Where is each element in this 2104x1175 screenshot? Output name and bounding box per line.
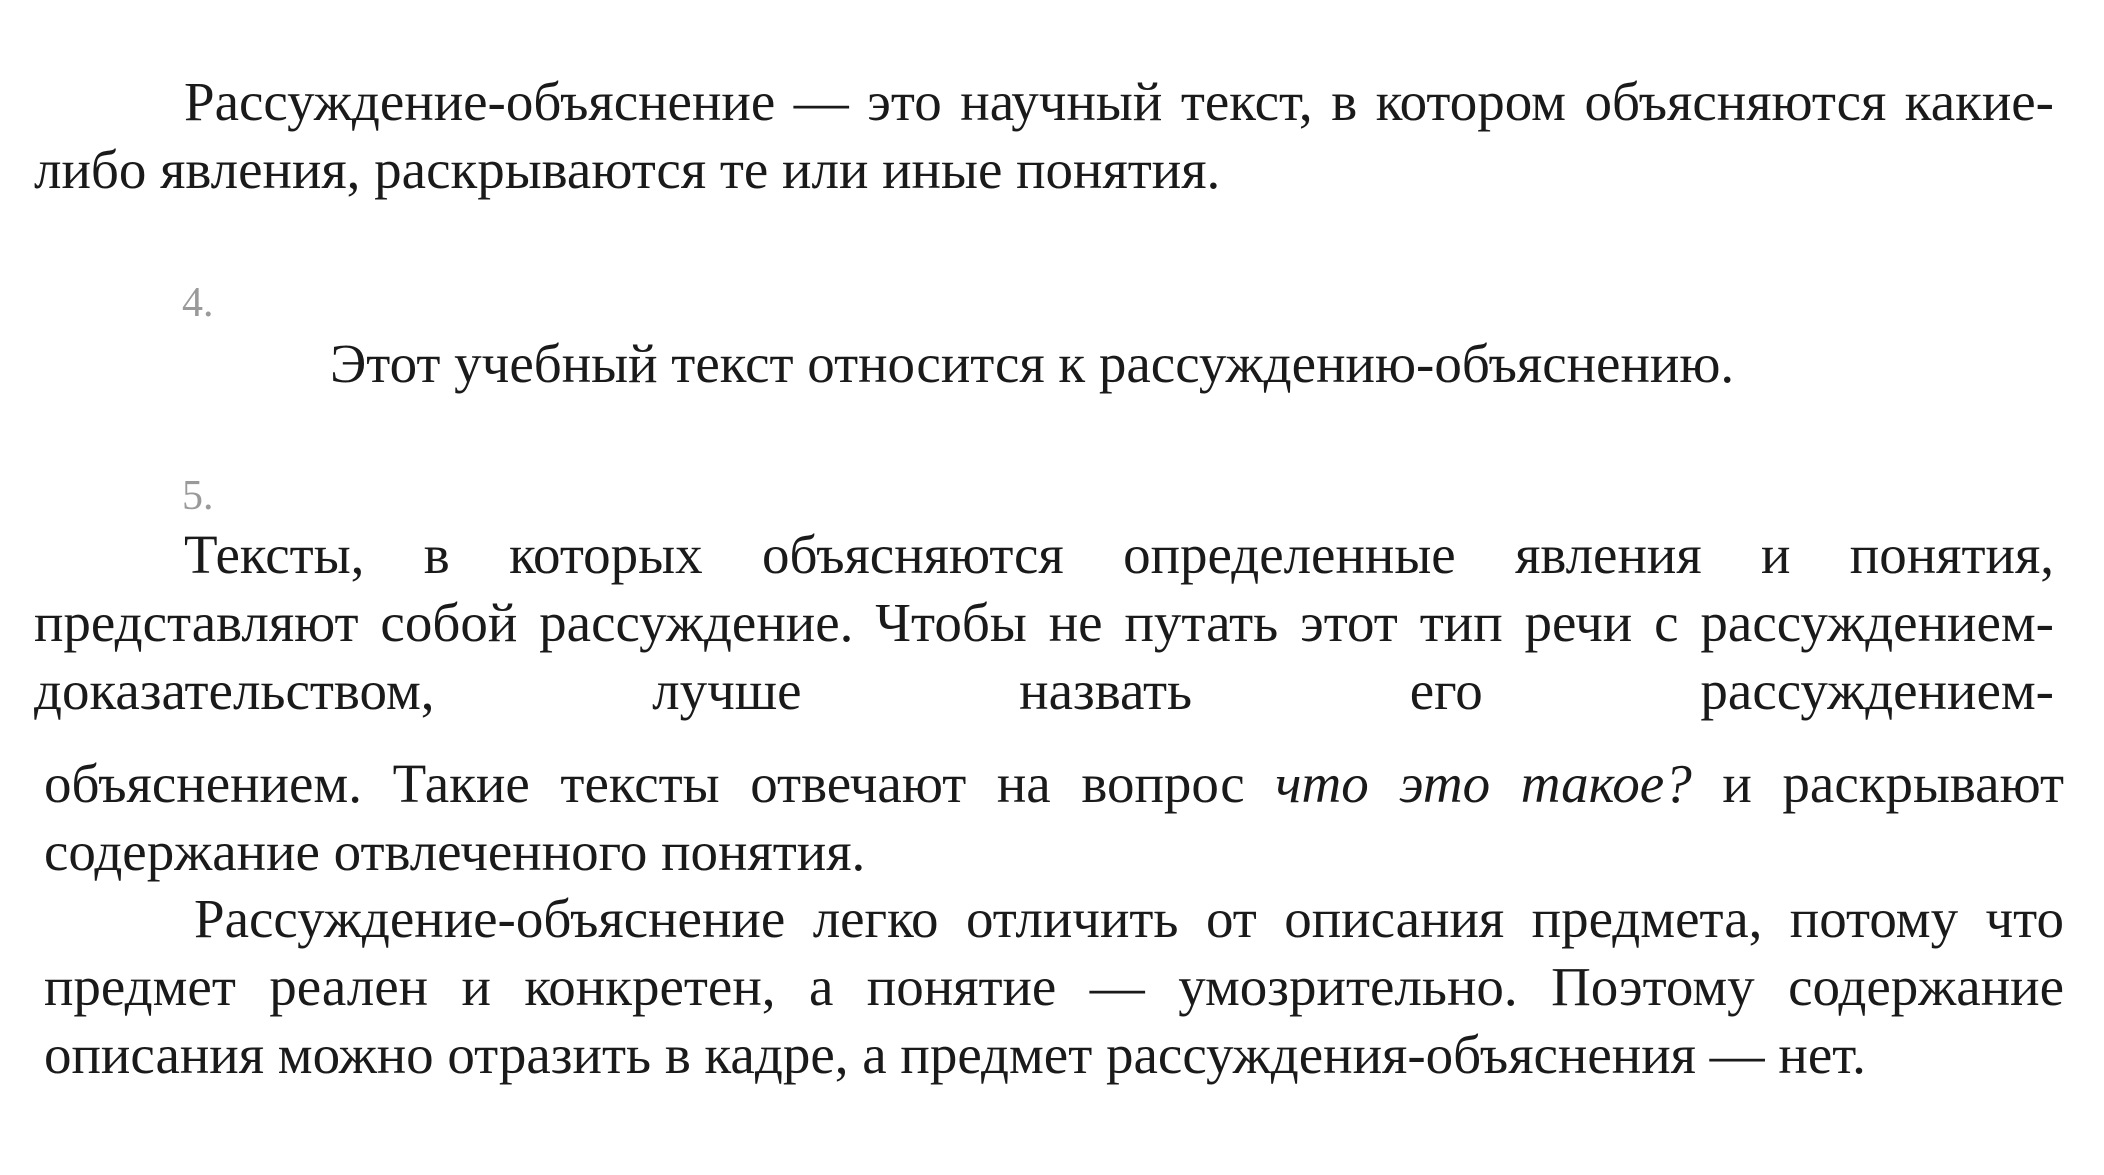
paragraph-explanation-continued [44,750,2064,886]
paragraph-distinguish: Рассуждение-объяснение легко отличить от описания предмета, потому что предмет реален и конкретен, а понятие — умозрительно. Поэтому содержание описания можно отразить в кадре, а предмет рассуждения-объяснения — нет. [44,888,2064,1085]
text-segment: и раскрывают содержание отвлеченного понятия. [44,753,2064,882]
item-4-text: Этот учебный текст относится к рассуждению-объяснению. [330,333,1735,394]
question-italic: что это такое? [1275,753,1692,814]
text-segment: объяснением. Такие тексты отвечают на вопрос [44,753,1276,814]
item-number-4: 4. [182,280,214,326]
paragraph-texts-explanation: Тексты, в которых объясняются определенные явления и понятия, представляют собой рассуждение. Чтобы не путать этот тип речи с рассуждением-доказательством, лучше назвать его рассуждением- [34,524,2054,721]
item-number-5: 5. [182,473,214,519]
paragraph-definition: Рассуждение-объяснение — это научный текст, в котором объясняются какие-либо явления, раскрываются те или иные понятия. [34,71,2054,200]
